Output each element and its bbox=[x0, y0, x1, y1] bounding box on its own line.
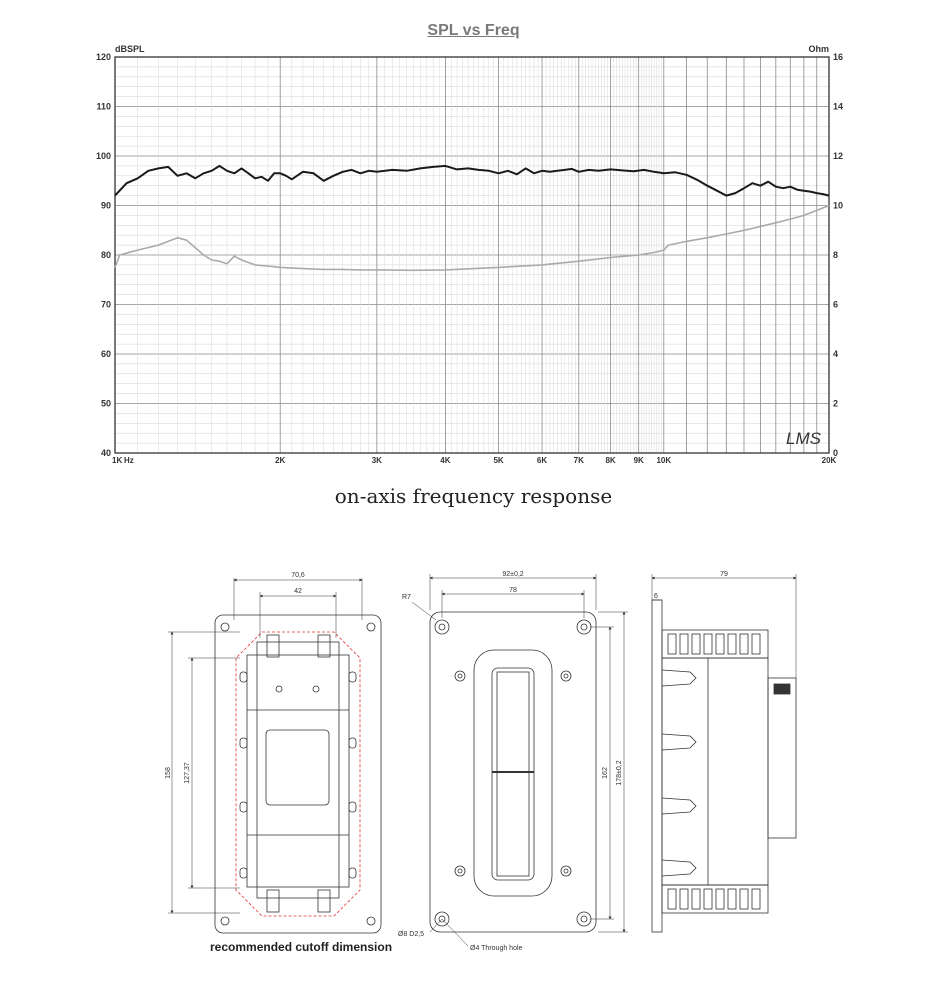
y-tick-right: 6 bbox=[833, 299, 839, 310]
x-tick: 8K bbox=[605, 456, 616, 465]
lms-watermark: LMS bbox=[786, 429, 821, 448]
chart-caption: on-axis frequency response bbox=[334, 484, 613, 508]
y-tick-right: 10 bbox=[833, 200, 844, 211]
x-unit-label: Hz bbox=[124, 456, 134, 465]
x-tick: 1K bbox=[112, 456, 123, 465]
front-view bbox=[412, 574, 628, 946]
x-tick: 9K bbox=[633, 456, 644, 465]
chart-title: SPL vs Freq bbox=[427, 22, 520, 39]
front-width-label: 92±0,2 bbox=[502, 571, 524, 578]
y-tick-left: 40 bbox=[100, 448, 111, 458]
x-tick: 5K bbox=[493, 456, 504, 465]
y-tick-left: 70 bbox=[100, 299, 111, 310]
cutoff-inner-width-label: 42 bbox=[294, 588, 302, 595]
y-tick-right: 16 bbox=[833, 52, 844, 62]
series-spl bbox=[115, 166, 829, 196]
through-hole-label: Ø4 Through hole bbox=[470, 945, 523, 952]
x-tick: 7K bbox=[573, 456, 584, 465]
y-tick-right: 0 bbox=[833, 448, 839, 458]
x-tick: 6K bbox=[536, 456, 548, 465]
mechanical-drawings bbox=[0, 560, 947, 1000]
front-height-label: 162 bbox=[602, 767, 609, 779]
cutoff-caption: recommended cutoff dimension bbox=[210, 940, 393, 954]
y-tick-right: 8 bbox=[833, 250, 839, 260]
y-axis-right-label: Ohm bbox=[808, 44, 829, 54]
y-tick-left: 100 bbox=[95, 151, 111, 161]
x-tick: 20K bbox=[821, 456, 837, 465]
cutoff-view bbox=[168, 578, 381, 933]
side-flange-label: 6 bbox=[654, 593, 658, 600]
side-view bbox=[652, 574, 796, 932]
y-tick-right: 14 bbox=[833, 101, 844, 112]
cutoff-inner-height-label: 127,37 bbox=[184, 762, 191, 784]
x-tick: 3K bbox=[371, 456, 382, 465]
front-height2-label: 178±0,2 bbox=[616, 760, 623, 786]
y-tick-left: 120 bbox=[95, 52, 111, 62]
x-tick: 2K bbox=[275, 456, 286, 465]
front-hole-spacing-label: 78 bbox=[509, 587, 517, 594]
y-tick-left: 110 bbox=[96, 101, 111, 112]
y-tick-right: 4 bbox=[833, 349, 839, 359]
y-tick-right: 12 bbox=[833, 151, 844, 161]
x-tick: 4K bbox=[440, 456, 451, 465]
y-tick-left: 90 bbox=[100, 200, 111, 211]
y-tick-right: 2 bbox=[833, 398, 839, 409]
chart-grid bbox=[115, 57, 829, 453]
y-axis-left-label: dBSPL bbox=[115, 44, 145, 54]
x-tick: 10K bbox=[656, 456, 672, 465]
spl-chart bbox=[0, 0, 947, 480]
cutoff-width-label: 70,6 bbox=[291, 572, 305, 579]
y-tick-left: 80 bbox=[100, 250, 111, 260]
y-tick-left: 50 bbox=[100, 398, 111, 409]
cutoff-height-label: 158 bbox=[165, 767, 172, 779]
counterbore-label: Ø8 D2,5 bbox=[398, 931, 425, 938]
y-tick-left: 60 bbox=[100, 349, 111, 359]
front-radius-label: R7 bbox=[402, 594, 411, 601]
side-depth-label: 79 bbox=[720, 571, 728, 578]
